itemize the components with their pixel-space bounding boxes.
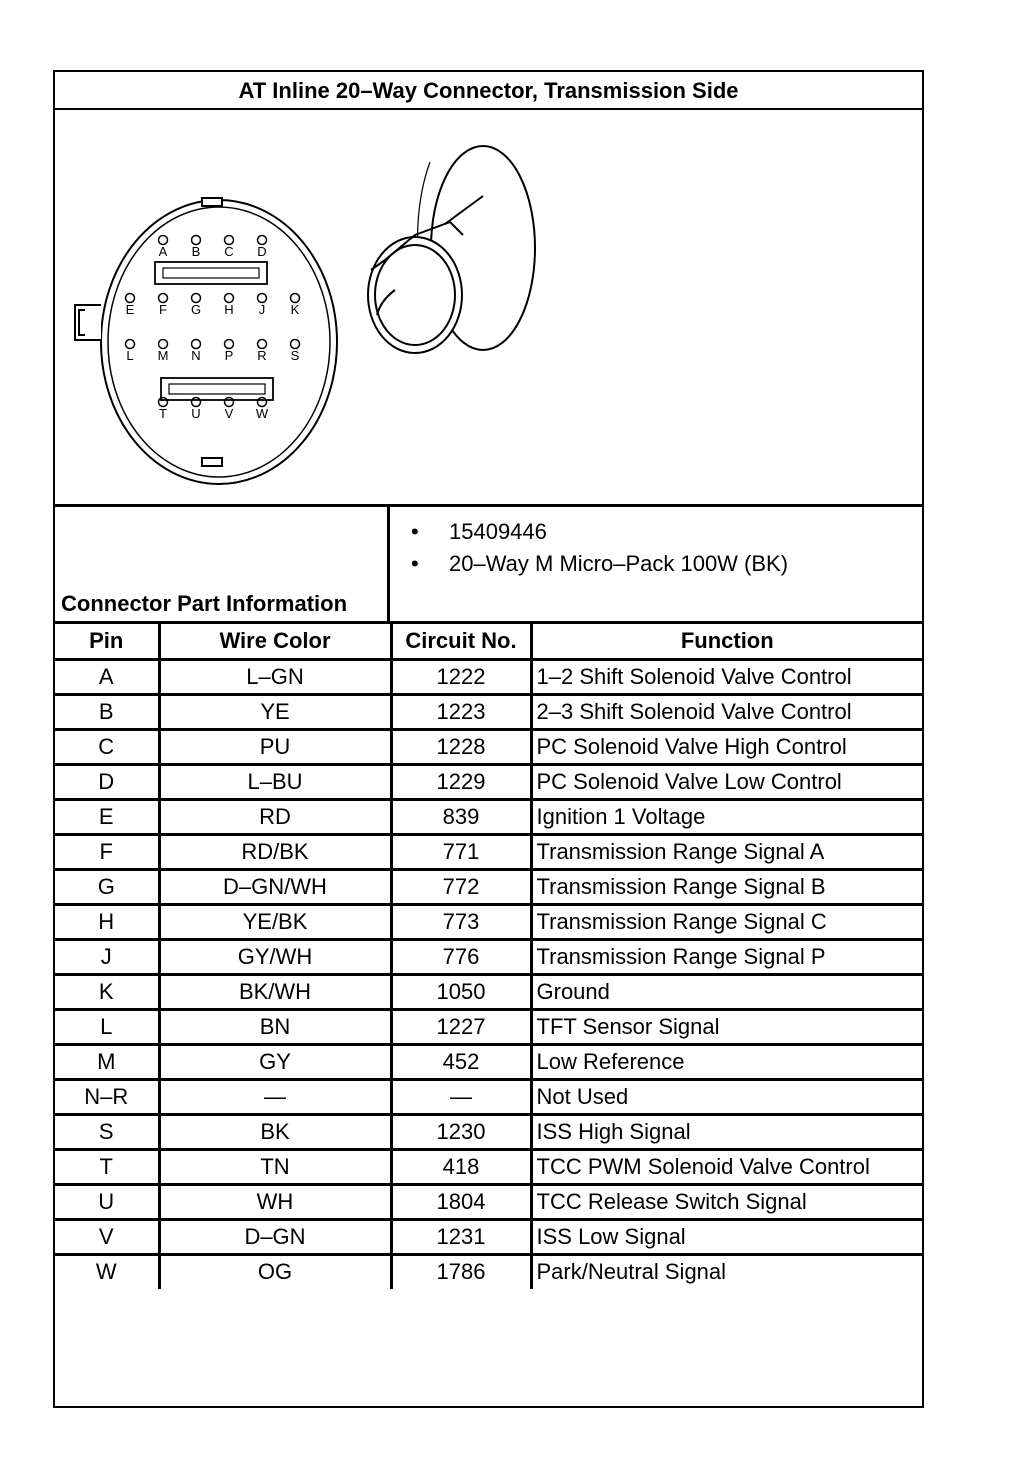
cell-pin: E: [55, 799, 159, 834]
cell-circuit-no: 839: [391, 799, 531, 834]
cell-wire-color: D–GN/WH: [159, 869, 391, 904]
cell-function: TCC Release Switch Signal: [531, 1184, 922, 1219]
connector-drawing: [55, 110, 922, 504]
cell-function: ISS Low Signal: [531, 1219, 922, 1254]
cell-circuit-no: 1228: [391, 729, 531, 764]
cell-pin: K: [55, 974, 159, 1009]
cell-wire-color: YE: [159, 694, 391, 729]
table-row: [55, 1079, 922, 1114]
cell-circuit-no: 773: [391, 904, 531, 939]
cell-circuit-no: 1230: [391, 1114, 531, 1149]
table-row: [55, 764, 922, 799]
cell-pin: S: [55, 1114, 159, 1149]
cell-wire-color: TN: [159, 1149, 391, 1184]
cell-wire-color: GY: [159, 1044, 391, 1079]
cell-circuit-no: 1229: [391, 764, 531, 799]
cell-function: TCC PWM Solenoid Valve Control: [531, 1149, 922, 1184]
part-description: 20–Way M Micro–Pack 100W (BK): [449, 551, 789, 576]
table-row: [55, 1009, 922, 1044]
table-row: [55, 659, 922, 694]
cell-wire-color: BK: [159, 1114, 391, 1149]
cell-circuit-no: 771: [391, 834, 531, 869]
header-circuit-no: Circuit No.: [391, 624, 531, 659]
cell-function: PC Solenoid Valve High Control: [531, 729, 922, 764]
cell-wire-color: —: [159, 1079, 391, 1114]
pinout-table: [55, 624, 922, 1289]
cell-pin: H: [55, 904, 159, 939]
cell-pin: G: [55, 869, 159, 904]
pin-label: C: [224, 244, 234, 259]
table-row: [55, 1219, 922, 1254]
cell-circuit-no: —: [391, 1079, 531, 1114]
table-row: [55, 834, 922, 869]
table-row: [55, 729, 922, 764]
connector-illustration: [55, 110, 922, 507]
cell-circuit-no: 418: [391, 1149, 531, 1184]
pin-label: G: [190, 302, 202, 317]
part-information: [55, 507, 922, 624]
cell-wire-color: RD: [159, 799, 391, 834]
cell-function: Ground: [531, 974, 922, 1009]
cell-wire-color: D–GN: [159, 1219, 391, 1254]
cell-function: Transmission Range Signal C: [531, 904, 922, 939]
pin-label: M: [157, 348, 169, 363]
table-row: [55, 1114, 922, 1149]
cell-pin: C: [55, 729, 159, 764]
cell-function: Transmission Range Signal B: [531, 869, 922, 904]
cell-circuit-no: 1223: [391, 694, 531, 729]
cell-function: Low Reference: [531, 1044, 922, 1079]
table-row: [55, 1254, 922, 1289]
page-title: AT Inline 20–Way Connector, Transmission Side: [55, 72, 922, 110]
table-row: [55, 904, 922, 939]
pin-label: F: [159, 302, 167, 317]
connector-sheet: [53, 70, 924, 1408]
pin-label: R: [257, 348, 267, 363]
header-function: Function: [531, 624, 922, 659]
pin-label: B: [191, 244, 201, 259]
pin-label: N: [191, 348, 201, 363]
cell-wire-color: PU: [159, 729, 391, 764]
pin-label: H: [224, 302, 234, 317]
cell-wire-color: OG: [159, 1254, 391, 1289]
cell-pin: A: [55, 659, 159, 694]
cell-function: Park/Neutral Signal: [531, 1254, 922, 1289]
cell-function: 2–3 Shift Solenoid Valve Control: [531, 694, 922, 729]
table-row: [55, 939, 922, 974]
part-number: 15409446: [449, 519, 547, 544]
cell-circuit-no: 772: [391, 869, 531, 904]
pin-label: J: [258, 302, 266, 317]
pin-label: T: [159, 406, 167, 421]
cell-pin: M: [55, 1044, 159, 1079]
table-row: [55, 869, 922, 904]
pin-label: K: [290, 302, 300, 317]
pin-label: P: [224, 348, 234, 363]
part-information-list: [393, 507, 922, 621]
cell-function: Transmission Range Signal P: [531, 939, 922, 974]
cell-function: Ignition 1 Voltage: [531, 799, 922, 834]
cell-pin: B: [55, 694, 159, 729]
cell-wire-color: YE/BK: [159, 904, 391, 939]
cell-pin: T: [55, 1149, 159, 1184]
cell-wire-color: RD/BK: [159, 834, 391, 869]
table-row: [55, 694, 922, 729]
part-description-item: [411, 551, 789, 577]
cell-function: Transmission Range Signal A: [531, 834, 922, 869]
pin-label: S: [290, 348, 300, 363]
table-row: [55, 1184, 922, 1219]
cell-function: TFT Sensor Signal: [531, 1009, 922, 1044]
cell-pin: J: [55, 939, 159, 974]
cell-wire-color: WH: [159, 1184, 391, 1219]
cell-circuit-no: 452: [391, 1044, 531, 1079]
header-pin: Pin: [55, 624, 159, 659]
cell-pin: V: [55, 1219, 159, 1254]
cell-wire-color: GY/WH: [159, 939, 391, 974]
header-wire-color: Wire Color: [159, 624, 391, 659]
cell-circuit-no: 1050: [391, 974, 531, 1009]
cell-function: ISS High Signal: [531, 1114, 922, 1149]
cell-function: PC Solenoid Valve Low Control: [531, 764, 922, 799]
cell-circuit-no: 776: [391, 939, 531, 974]
table-row: [55, 1149, 922, 1184]
part-number-item: [411, 519, 547, 545]
cell-function: 1–2 Shift Solenoid Valve Control: [531, 659, 922, 694]
cell-pin: L: [55, 1009, 159, 1044]
table-row: [55, 1044, 922, 1079]
cell-pin: W: [55, 1254, 159, 1289]
cell-circuit-no: 1231: [391, 1219, 531, 1254]
part-information-label-cell: [55, 507, 390, 621]
cell-circuit-no: 1804: [391, 1184, 531, 1219]
cell-wire-color: L–GN: [159, 659, 391, 694]
part-information-label: Connector Part Information: [61, 591, 348, 616]
pin-label: L: [126, 348, 134, 363]
pin-label: W: [255, 406, 269, 421]
bullet: •: [411, 551, 419, 576]
table-row: [55, 799, 922, 834]
pin-label: A: [158, 244, 168, 259]
table-row: [55, 974, 922, 1009]
cell-pin: N–R: [55, 1079, 159, 1114]
cell-wire-color: BN: [159, 1009, 391, 1044]
cell-wire-color: L–BU: [159, 764, 391, 799]
cell-function: Not Used: [531, 1079, 922, 1114]
cell-circuit-no: 1227: [391, 1009, 531, 1044]
cell-circuit-no: 1786: [391, 1254, 531, 1289]
connector-side-view: [368, 146, 535, 353]
cell-pin: U: [55, 1184, 159, 1219]
bullet: •: [411, 519, 419, 544]
pin-label: V: [224, 406, 234, 421]
cell-circuit-no: 1222: [391, 659, 531, 694]
cell-pin: F: [55, 834, 159, 869]
pin-label: U: [191, 406, 201, 421]
pin-label: E: [125, 302, 135, 317]
cell-pin: D: [55, 764, 159, 799]
pin-label: D: [257, 244, 267, 259]
cell-wire-color: BK/WH: [159, 974, 391, 1009]
table-header-row: [55, 624, 922, 659]
